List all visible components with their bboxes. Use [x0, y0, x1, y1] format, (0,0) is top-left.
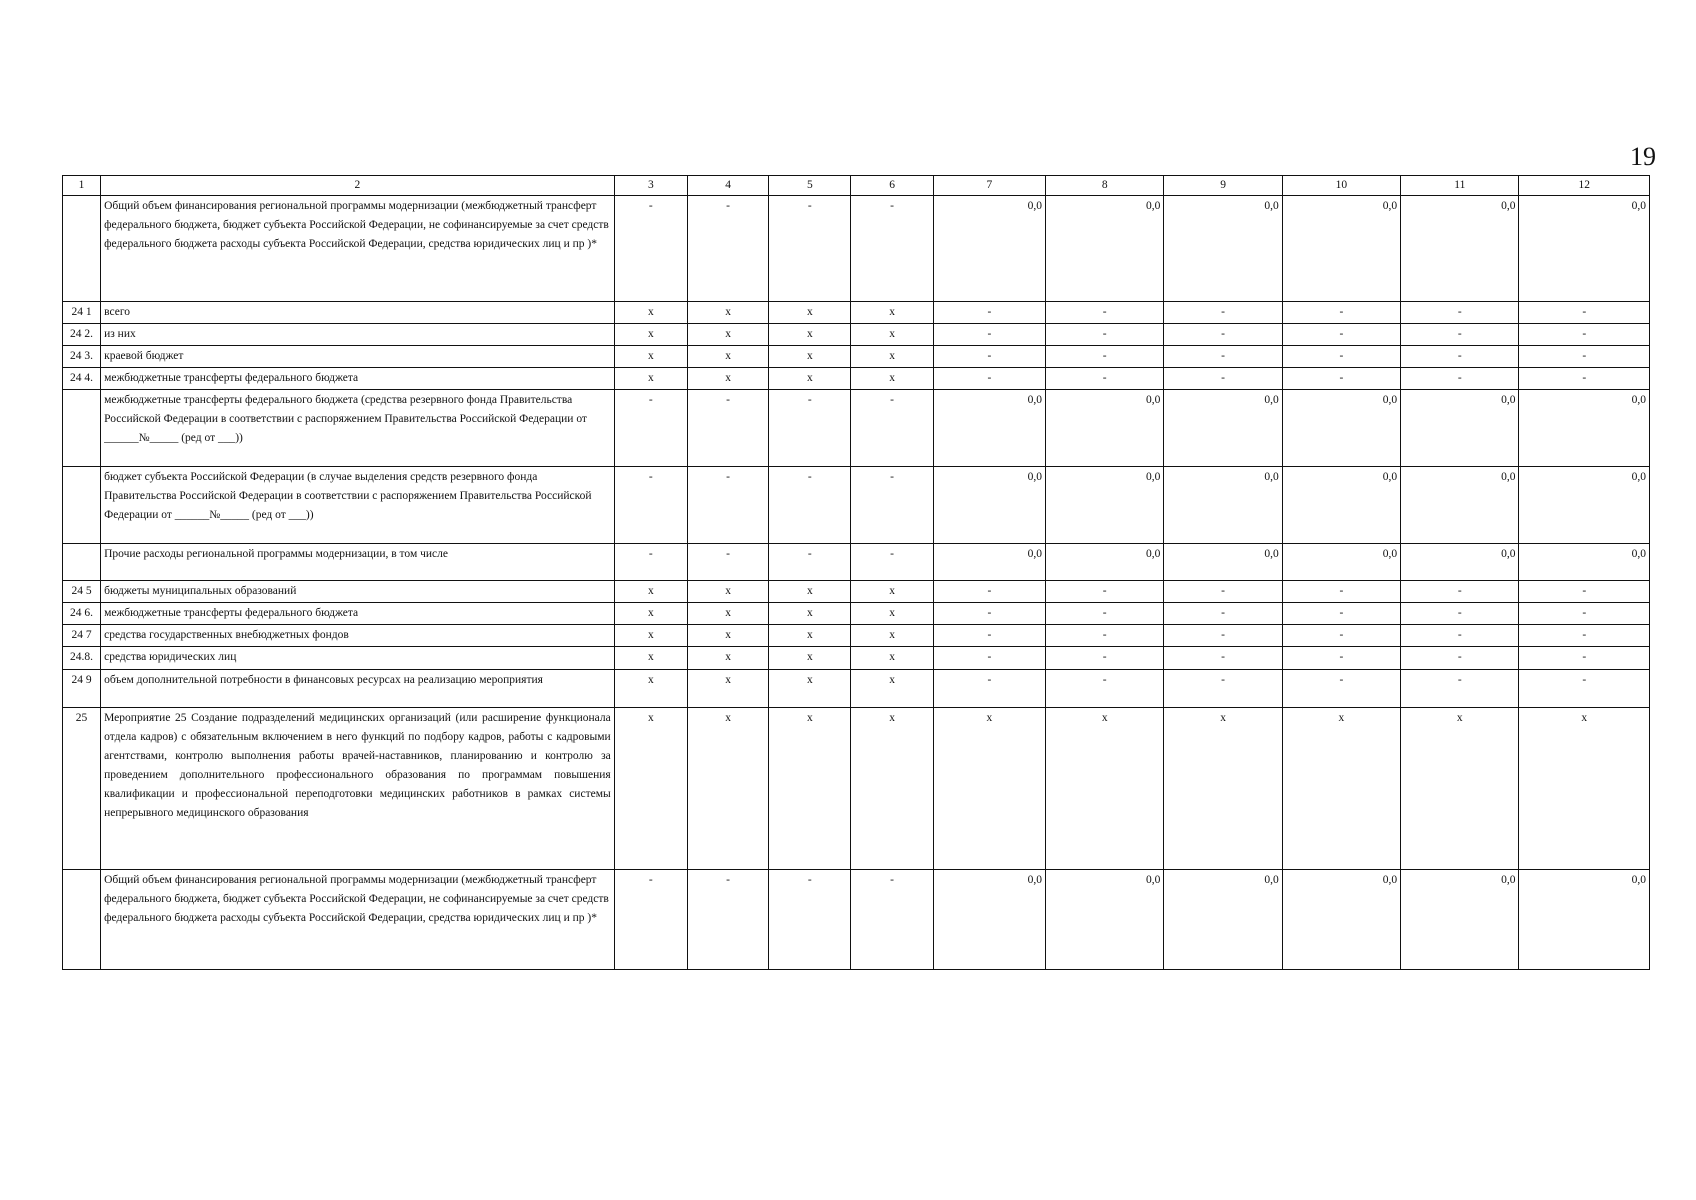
- value-cell: 0,0: [1164, 544, 1282, 581]
- value-cell: -: [933, 302, 1045, 324]
- row-number: 24.8.: [63, 647, 101, 670]
- value-cell: -: [851, 870, 933, 970]
- value-cell: -: [1046, 670, 1164, 708]
- value-cell: x: [769, 708, 851, 870]
- value-cell: x: [851, 647, 933, 670]
- column-number-header: 5: [769, 176, 851, 196]
- column-number-header: 11: [1401, 176, 1519, 196]
- value-cell: 0,0: [1046, 390, 1164, 467]
- value-cell: -: [933, 625, 1045, 647]
- table-row: [63, 544, 1650, 581]
- row-number: 24 6.: [63, 603, 101, 625]
- table-row: [63, 196, 1650, 302]
- value-cell: x: [769, 581, 851, 603]
- value-cell: x: [851, 625, 933, 647]
- value-cell: -: [614, 870, 687, 970]
- value-cell: -: [1282, 302, 1400, 324]
- page-number: 19: [1630, 142, 1656, 171]
- value-cell: x: [769, 603, 851, 625]
- column-number-header: 8: [1046, 176, 1164, 196]
- value-cell: -: [1282, 625, 1400, 647]
- value-cell: -: [1046, 302, 1164, 324]
- table-row: [63, 670, 1650, 708]
- value-cell: -: [1519, 302, 1650, 324]
- value-cell: 0,0: [1164, 467, 1282, 544]
- value-cell: 0,0: [1401, 870, 1519, 970]
- value-cell: -: [851, 390, 933, 467]
- value-cell: -: [851, 544, 933, 581]
- value-cell: x: [1282, 708, 1400, 870]
- row-number: 24 2.: [63, 324, 101, 346]
- value-cell: -: [1164, 346, 1282, 368]
- value-cell: x: [851, 346, 933, 368]
- value-cell: x: [851, 708, 933, 870]
- table-row: [63, 324, 1650, 346]
- value-cell: -: [687, 467, 768, 544]
- value-cell: -: [1164, 625, 1282, 647]
- column-number-header: 1: [63, 176, 101, 196]
- value-cell: x: [687, 368, 768, 390]
- column-number-header: 9: [1164, 176, 1282, 196]
- value-cell: x: [687, 647, 768, 670]
- table-row: [63, 603, 1650, 625]
- value-cell: 0,0: [1046, 467, 1164, 544]
- row-number: 24 5: [63, 581, 101, 603]
- value-cell: 0,0: [1401, 544, 1519, 581]
- value-cell: -: [933, 581, 1045, 603]
- row-description: Общий объем финансирования региональной программы модернизации (межбюджетный трансферт федерального бюджета, бюджет субъекта Российской Федерации, не софинансируемые за счет средств федерального бюджета расходы субъекта Российской Федерации, средства юридических лиц и пр )*: [101, 196, 615, 302]
- value-cell: -: [687, 544, 768, 581]
- value-cell: -: [687, 196, 768, 302]
- value-cell: -: [1164, 302, 1282, 324]
- row-description: краевой бюджет: [101, 346, 615, 368]
- row-description: Мероприятие 25 Создание подразделений медицинских организаций (или расширение функционала отдела кадров) с обязательным включением в него функций по подбору кадров, работы с кадровыми агентствами, контролю выполнения работы врачей-наставников, планированию и контролю за проведением дополнительного профессионального образования по программам повышения квалификации и профессиональной переподготовки медицинских работников в рамках системы непрерывного медицинского образования: [101, 708, 615, 870]
- value-cell: 0,0: [1164, 390, 1282, 467]
- row-number: 24 3.: [63, 346, 101, 368]
- value-cell: x: [769, 346, 851, 368]
- value-cell: x: [769, 625, 851, 647]
- value-cell: -: [1046, 625, 1164, 647]
- value-cell: x: [614, 647, 687, 670]
- value-cell: x: [851, 302, 933, 324]
- value-cell: -: [769, 196, 851, 302]
- value-cell: x: [769, 647, 851, 670]
- value-cell: -: [1046, 603, 1164, 625]
- value-cell: x: [687, 603, 768, 625]
- value-cell: x: [687, 324, 768, 346]
- value-cell: x: [687, 708, 768, 870]
- value-cell: x: [614, 346, 687, 368]
- value-cell: -: [1282, 581, 1400, 603]
- value-cell: -: [933, 368, 1045, 390]
- value-cell: x: [614, 625, 687, 647]
- value-cell: -: [1519, 324, 1650, 346]
- table-row: [63, 467, 1650, 544]
- value-cell: x: [614, 581, 687, 603]
- value-cell: -: [1401, 368, 1519, 390]
- value-cell: 0,0: [1282, 467, 1400, 544]
- value-cell: -: [1282, 324, 1400, 346]
- value-cell: -: [1164, 581, 1282, 603]
- row-number: 25: [63, 708, 101, 870]
- value-cell: 0,0: [1519, 196, 1650, 302]
- value-cell: -: [1046, 647, 1164, 670]
- value-cell: -: [1519, 346, 1650, 368]
- value-cell: -: [1046, 346, 1164, 368]
- value-cell: -: [1282, 647, 1400, 670]
- value-cell: -: [1282, 670, 1400, 708]
- value-cell: x: [687, 346, 768, 368]
- value-cell: 0,0: [1046, 870, 1164, 970]
- value-cell: x: [769, 324, 851, 346]
- row-description: Прочие расходы региональной программы модернизации, в том числе: [101, 544, 615, 581]
- row-description: объем дополнительной потребности в финансовых ресурсах на реализацию мероприятия: [101, 670, 615, 708]
- value-cell: 0,0: [1519, 544, 1650, 581]
- row-description: бюджет субъекта Российской Федерации (в случае выделения средств резервного фонда Правительства Российской Федерации в соответствии с распоряжением Правительства Российской Федерации от ______№_____ (ред от ___)): [101, 467, 615, 544]
- value-cell: 0,0: [1401, 196, 1519, 302]
- table-row: [63, 302, 1650, 324]
- column-number-header: 6: [851, 176, 933, 196]
- value-cell: x: [614, 670, 687, 708]
- value-cell: -: [687, 390, 768, 467]
- table-row: [63, 368, 1650, 390]
- row-description: межбюджетные трансферты федерального бюджета (средства резервного фонда Правительства Российской Федерации в соответствии с распоряжением Правительства Российской Федерации от ______№_____ (ред от ___)): [101, 390, 615, 467]
- value-cell: x: [687, 581, 768, 603]
- value-cell: -: [1401, 670, 1519, 708]
- value-cell: -: [1401, 581, 1519, 603]
- value-cell: x: [769, 670, 851, 708]
- value-cell: x: [614, 603, 687, 625]
- row-description: из них: [101, 324, 615, 346]
- value-cell: x: [1519, 708, 1650, 870]
- value-cell: x: [687, 302, 768, 324]
- value-cell: -: [851, 196, 933, 302]
- value-cell: -: [1401, 625, 1519, 647]
- value-cell: 0,0: [1164, 196, 1282, 302]
- value-cell: x: [614, 302, 687, 324]
- value-cell: -: [1164, 603, 1282, 625]
- value-cell: -: [687, 870, 768, 970]
- row-number: 24 4.: [63, 368, 101, 390]
- value-cell: 0,0: [933, 870, 1045, 970]
- table-row: [63, 390, 1650, 467]
- value-cell: 0,0: [1519, 870, 1650, 970]
- value-cell: 0,0: [1282, 196, 1400, 302]
- column-number-header: 7: [933, 176, 1045, 196]
- row-number: [63, 390, 101, 467]
- value-cell: -: [933, 324, 1045, 346]
- row-description: средства государственных внебюджетных фондов: [101, 625, 615, 647]
- value-cell: 0,0: [1401, 390, 1519, 467]
- value-cell: x: [851, 368, 933, 390]
- value-cell: -: [1164, 368, 1282, 390]
- table-row: [63, 708, 1650, 870]
- value-cell: -: [1401, 603, 1519, 625]
- row-number: [63, 870, 101, 970]
- value-cell: -: [769, 467, 851, 544]
- value-cell: 0,0: [1519, 390, 1650, 467]
- row-description: межбюджетные трансферты федерального бюджета: [101, 603, 615, 625]
- value-cell: x: [614, 708, 687, 870]
- row-number: [63, 196, 101, 302]
- value-cell: -: [1401, 324, 1519, 346]
- value-cell: 0,0: [933, 467, 1045, 544]
- column-number-header: 4: [687, 176, 768, 196]
- value-cell: 0,0: [933, 544, 1045, 581]
- value-cell: -: [1046, 368, 1164, 390]
- value-cell: -: [769, 544, 851, 581]
- value-cell: 0,0: [1519, 467, 1650, 544]
- value-cell: 0,0: [1164, 870, 1282, 970]
- value-cell: x: [687, 670, 768, 708]
- value-cell: x: [1164, 708, 1282, 870]
- value-cell: -: [614, 390, 687, 467]
- value-cell: 0,0: [1046, 196, 1164, 302]
- value-cell: -: [933, 670, 1045, 708]
- value-cell: -: [1519, 625, 1650, 647]
- value-cell: -: [614, 196, 687, 302]
- row-number: 24 1: [63, 302, 101, 324]
- value-cell: x: [851, 603, 933, 625]
- value-cell: -: [769, 870, 851, 970]
- value-cell: 0,0: [1282, 870, 1400, 970]
- table-row: [63, 346, 1650, 368]
- row-description: средства юридических лиц: [101, 647, 615, 670]
- column-number-header: 10: [1282, 176, 1400, 196]
- financing-table: [62, 175, 1650, 970]
- value-cell: -: [1401, 302, 1519, 324]
- value-cell: 0,0: [933, 390, 1045, 467]
- value-cell: -: [1519, 670, 1650, 708]
- row-description: межбюджетные трансферты федерального бюджета: [101, 368, 615, 390]
- row-number: [63, 467, 101, 544]
- value-cell: 0,0: [1282, 390, 1400, 467]
- value-cell: x: [687, 625, 768, 647]
- row-number: 24 7: [63, 625, 101, 647]
- table-row: [63, 647, 1650, 670]
- table-row: [63, 625, 1650, 647]
- value-cell: -: [1046, 581, 1164, 603]
- value-cell: -: [1164, 647, 1282, 670]
- column-number-header: 12: [1519, 176, 1650, 196]
- value-cell: x: [933, 708, 1045, 870]
- value-cell: -: [933, 647, 1045, 670]
- value-cell: -: [851, 467, 933, 544]
- column-number-header: 3: [614, 176, 687, 196]
- value-cell: -: [769, 390, 851, 467]
- row-description: бюджеты муниципальных образований: [101, 581, 615, 603]
- value-cell: -: [1401, 647, 1519, 670]
- value-cell: x: [851, 670, 933, 708]
- table-row: [63, 581, 1650, 603]
- value-cell: -: [1046, 324, 1164, 346]
- value-cell: -: [1519, 368, 1650, 390]
- value-cell: x: [1046, 708, 1164, 870]
- value-cell: -: [933, 346, 1045, 368]
- value-cell: -: [614, 544, 687, 581]
- header-row: [63, 176, 1650, 196]
- row-description: Общий объем финансирования региональной программы модернизации (межбюджетный трансферт федерального бюджета, бюджет субъекта Российской Федерации, не софинансируемые за счет средств федерального бюджета расходы субъекта Российской Федерации, средства юридических лиц и пр )*: [101, 870, 615, 970]
- value-cell: -: [1519, 647, 1650, 670]
- value-cell: -: [1164, 670, 1282, 708]
- value-cell: 0,0: [933, 196, 1045, 302]
- value-cell: 0,0: [1046, 544, 1164, 581]
- value-cell: x: [1401, 708, 1519, 870]
- value-cell: -: [614, 467, 687, 544]
- value-cell: x: [851, 581, 933, 603]
- column-number-header: 2: [101, 176, 615, 196]
- value-cell: -: [1282, 346, 1400, 368]
- value-cell: -: [1401, 346, 1519, 368]
- value-cell: -: [1282, 603, 1400, 625]
- row-number: [63, 544, 101, 581]
- value-cell: -: [933, 603, 1045, 625]
- table-row: [63, 870, 1650, 970]
- value-cell: x: [769, 302, 851, 324]
- value-cell: -: [1519, 581, 1650, 603]
- row-description: всего: [101, 302, 615, 324]
- value-cell: x: [614, 368, 687, 390]
- value-cell: 0,0: [1282, 544, 1400, 581]
- value-cell: -: [1282, 368, 1400, 390]
- value-cell: x: [769, 368, 851, 390]
- row-number: 24 9: [63, 670, 101, 708]
- value-cell: 0,0: [1401, 467, 1519, 544]
- value-cell: -: [1164, 324, 1282, 346]
- value-cell: x: [614, 324, 687, 346]
- value-cell: x: [851, 324, 933, 346]
- value-cell: -: [1519, 603, 1650, 625]
